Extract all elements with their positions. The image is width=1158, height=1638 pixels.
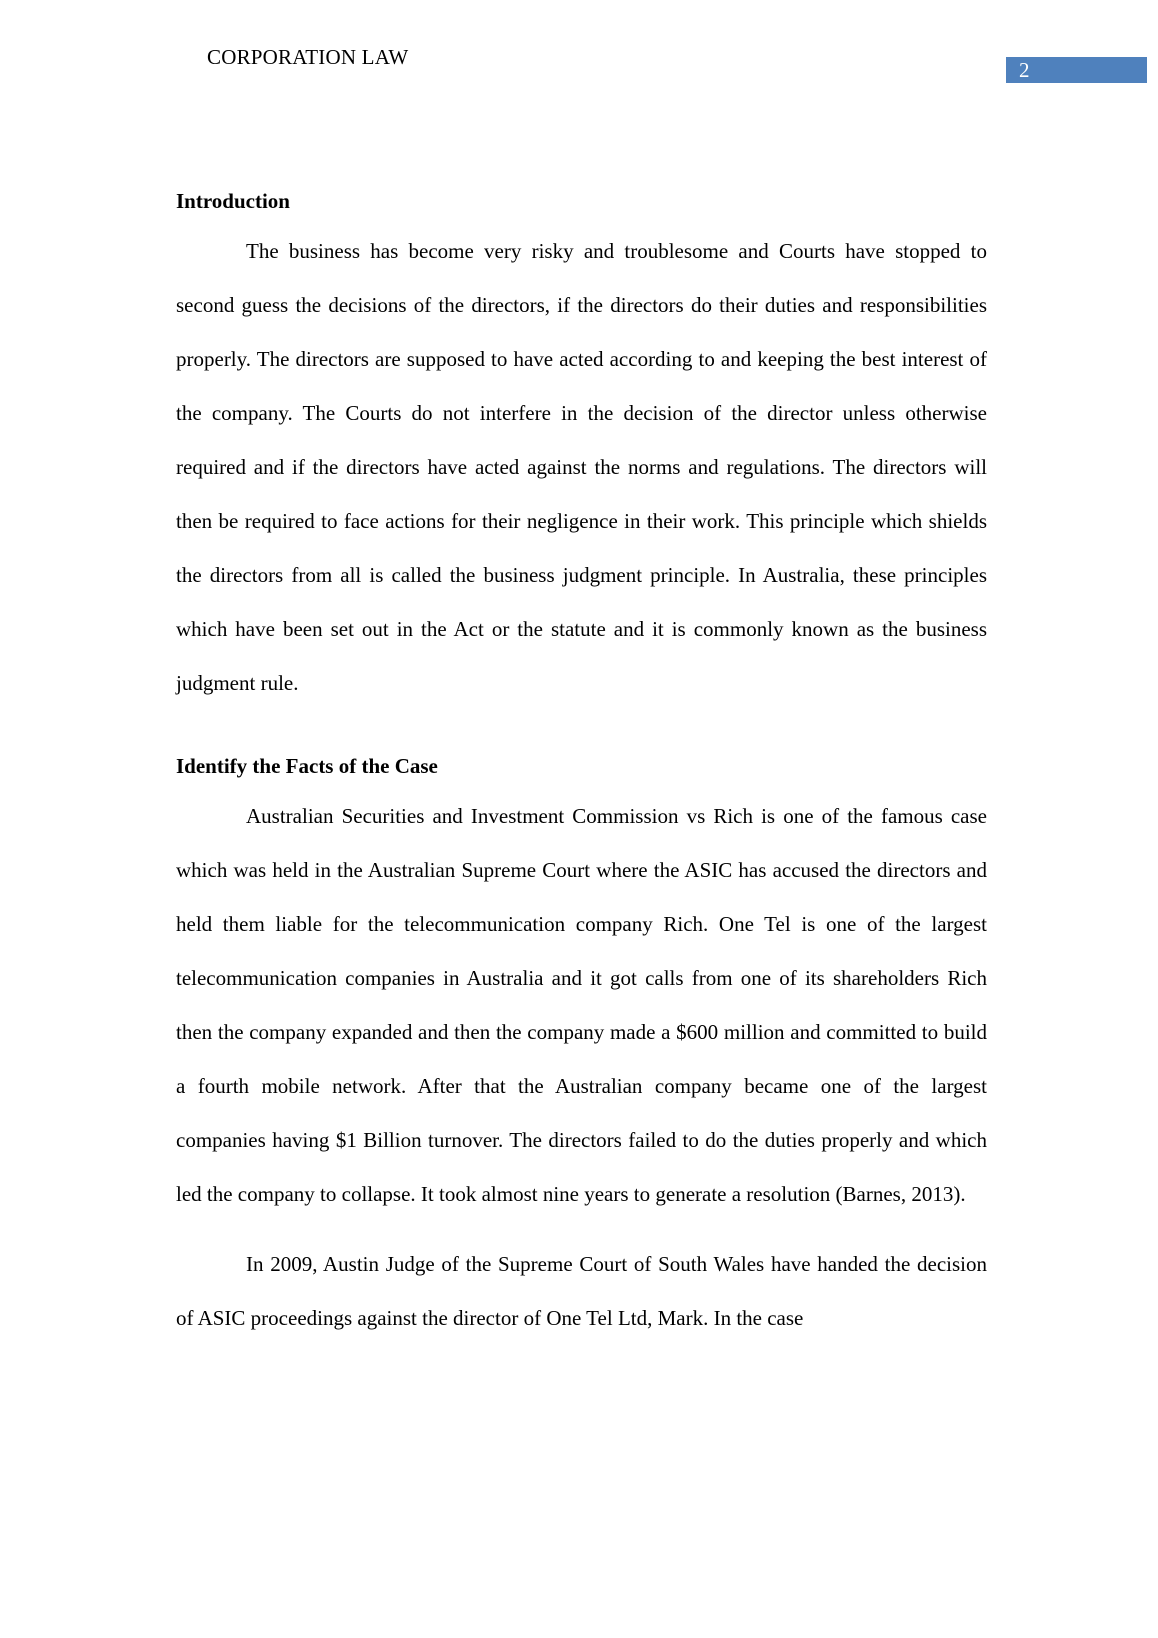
page-number-badge <box>1006 57 1147 83</box>
section-heading-introduction: Introduction <box>176 189 290 213</box>
paragraph-facts-1: Australian Securities and Investment Commission vs Rich is one of the famous case which was held in the Australian Supreme Court where the ASIC has accused the directors and held them liable for the telecommunication company Rich. One Tel is one of the largest telecommunication companies in Australia and it got calls from one of its shareholders Rich then the company expanded and then the company made a $600 million and committed to build a fourth mobile network. After that the Australian company became one of the largest companies having $1 Billion turnover. The directors failed to do the duties properly and which led the company to collapse. It took almost nine years to generate a resolution (Barnes, 2013). <box>176 804 987 1206</box>
paragraph-introduction: The business has become very risky and troublesome and Courts have stopped to second guess the decisions of the directors, if the directors do their duties and responsibilities properly. The directors are supposed to have acted according to and keeping the best interest of the company. The Courts do not interfere in the decision of the director unless otherwise required and if the directors have acted against the norms and regulations. The directors will then be required to face actions for their negligence in their work. This principle which shields the directors from all is called the business judgment principle. In Australia, these principles which have been set out in the Act or the statute and it is commonly known as the business judgment rule. <box>176 239 987 695</box>
document-body <box>176 185 987 1345</box>
section-heading-facts: Identify the Facts of the Case <box>176 754 438 778</box>
paragraph-facts-2: In 2009, Austin Judge of the Supreme Court of South Wales have handed the decision of ASIC proceedings against the director of One Tel Ltd, Mark. In the case <box>176 1252 987 1330</box>
running-header-title: CORPORATION LAW <box>207 45 409 69</box>
page-number: 2 <box>1019 58 1030 82</box>
